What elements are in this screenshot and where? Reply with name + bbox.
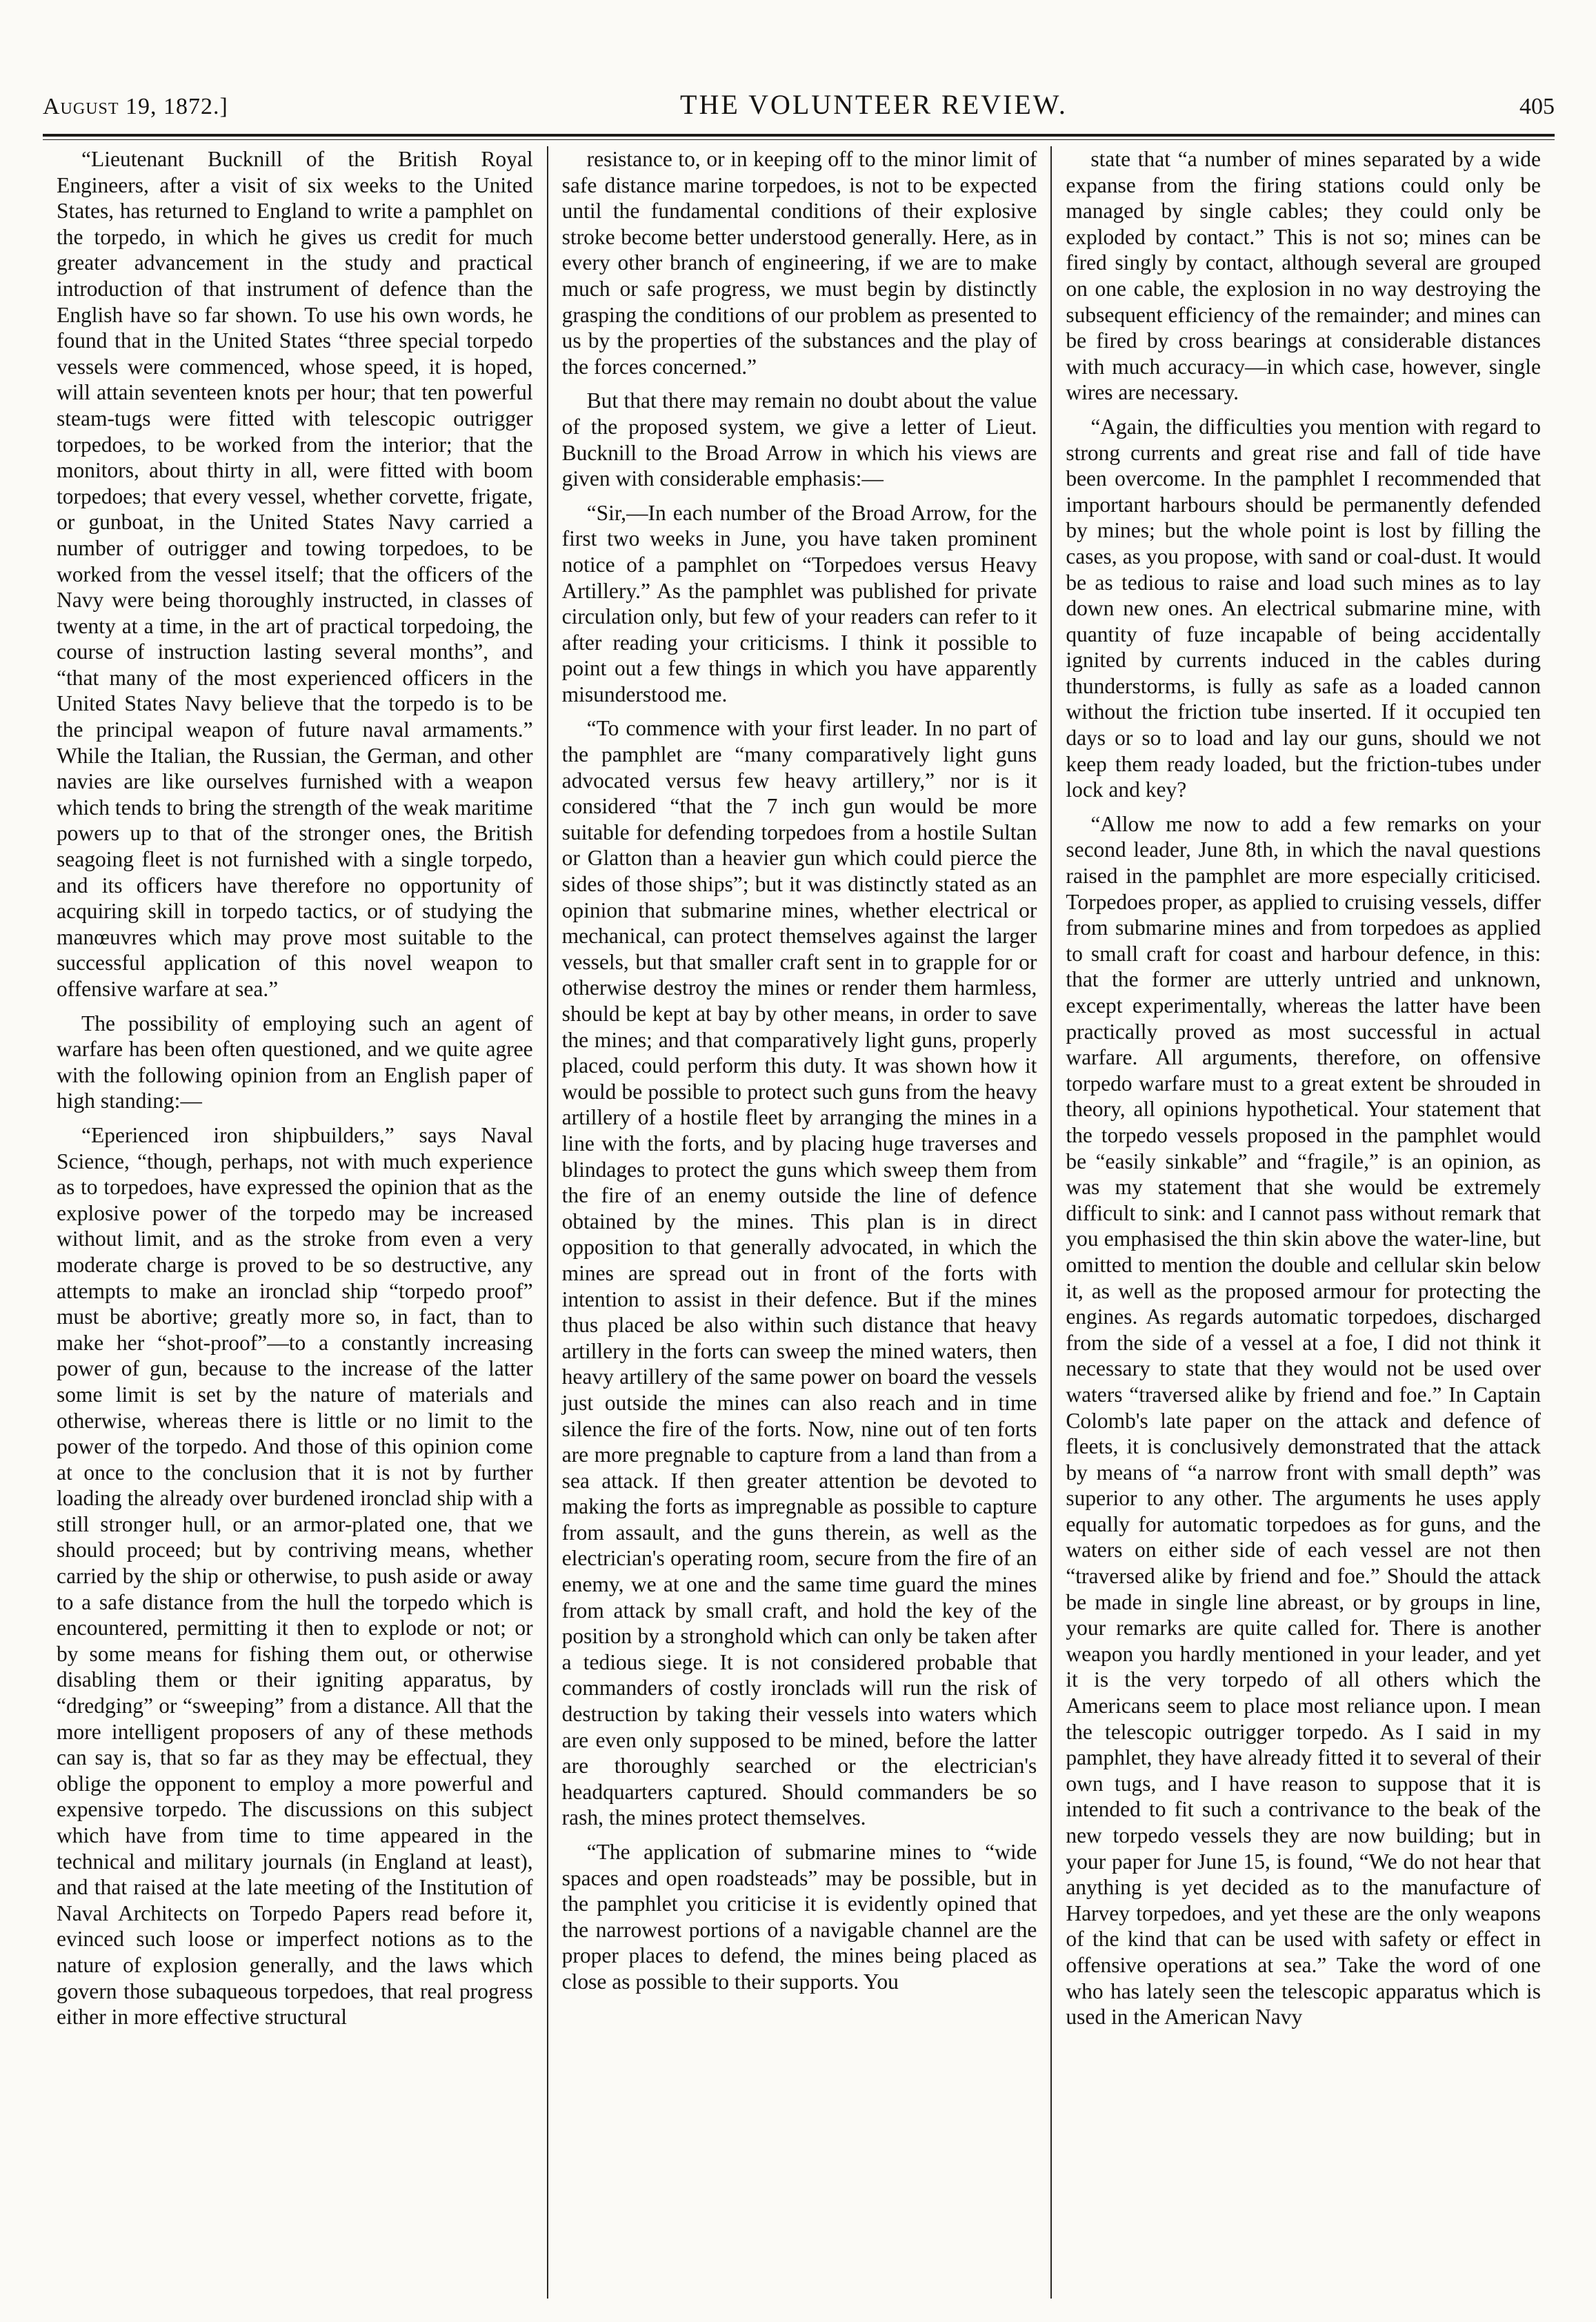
paragraph: state that “a number of mines separated by a wide expanse from the firing stations could only be managed by single cables; they could only be exploded by contact.” This is not so; mines can be fired singly by contact, although several are grouped on one cable, the explosion in no way destroying the subsequent efficiency of the remainder; and mines can be fired by cross bearings at considerable distances with much accuracy—in which case, however, single wires are necessary. <box>1066 147 1541 405</box>
paragraph: resistance to, or in keeping off to the minor limit of safe distance marine torpedoes, is not to be expected until the fundamental conditions of their explosive stroke become better understood generally. Here, as in every other branch of engineering, if we are to make much or safe progress, we must begin by distinctly grasping the conditions of our problem as presented to us by the properties of the substances and the play of the forces concerned.” <box>561 147 1037 379</box>
paragraph: “Again, the difficulties you mention with regard to strong currents and great rise and fall of tide have been overcome. In the pamphlet I recommended that important harbours should be permanently defended by mines; but the whole point is lost by filling the cases, as you propose, with sand or coal-dust. It would be as tedious to raise and load such mines as to lay down new ones. An electrical submarine mine, with quantity of fuze incapable of being accidentally ignited by currents induced in the cables during thunderstorms, is fully as safe as a loaded cannon without the friction tube inserted. If it occupied ten days or so to load and lay our guns, should we not keep them ready loaded, but the friction-tubes under lock and key? <box>1066 414 1541 802</box>
column-1 <box>43 146 547 2299</box>
paragraph: “Eperienced iron shipbuilders,” says Naval Science, “though, perhaps, not with much experience as to torpedoes, have expressed the opinion that as the explosive power of the torpedo may be increased without limit, and as the stroke from even a very moderate charge is proved to be so destructive, any attempts to make an ironclad ship “torpedo proof” must be abortive; greatly more so, in fact, than to make her “shot-proof”—to a constantly increasing power of gun, because to the increase of the latter some limit is set by the nature of materials and otherwise, whereas there is little or no limit to the power of the torpedo. And those of this opinion come at once to the conclusion that it is not by further loading the already over burdened ironclad ship with a still stronger hull, or an armor-plated one, that we should proceed; but by contriving means, whether carried by the ship or otherwise, to push aside or away to a safe distance from the hull the torpedo which is encountered, permitting it then to explode or not; or by some means for fishing them out, or otherwise disabling them or their igniting apparatus, by “dredging” or “sweeping” from a distance. All that the more intelligent proposers of any of these methods can say is, that so far as they may be effectual, they oblige the opponent to employ a more powerful and expensive torpedo. The discussions on this subject which have from time to time appeared in the technical and military journals (in England at least), and that raised at the late meeting of the Institution of Naval Architects on Torpedo Papers read before it, evinced such loose or imperfect notions as to the nature of explosion generally, and the laws which govern those subaqueous torpedoes, that real progress either in more effective structural <box>57 1122 533 2030</box>
page-header <box>43 88 1555 130</box>
issue-date: August 19, 1872.] <box>43 94 228 119</box>
column-3 <box>1050 146 1555 2299</box>
paragraph: “The application of submarine mines to “wide spaces and open roadsteads” may be possible, but in the pamphlet you criticise it is evidently opined that the narrowest portions of a navigable channel are the proper places to defend, the mines being placed as close as possible to their supports. You <box>561 1840 1037 1994</box>
header-rule-thin <box>43 139 1555 140</box>
paragraph: “Lieutenant Bucknill of the British Royal Engineers, after a visit of six weeks to the United States, has returned to England to write a pamphlet on the torpedo, in which he gives us credit for much greater advancement in the study and practical introduction of that instrument of defence than the English have so far shown. To use his own words, he found that in the United States “three special torpedo vessels were commenced, whose speed, it is hoped, will attain seventeen knots per hour; that ten powerful steam-tugs were fitted with telescopic outrigger torpedoes, to be worked from the interior; that the monitors, about thirty in all, were fitted with boom torpedoes; that every vessel, whether corvette, frigate, or gunboat, in the United States Navy carried a number of outrigger and towing torpedoes, to be worked from the vessel itself; that the officers of the Navy were being thoroughly instructed, in classes of twenty at a time, in the art of practical torpedoing, the course of instruction lasting several months”, and “that many of the most experienced officers in the United States Navy believe that the torpedo is to be the principal weapon of future naval armaments.” While the Italian, the Russian, the German, and other navies are like ourselves furnished with a weapon which tends to bring the strength of the weak maritime powers up to that of the stronger ones, the British seagoing fleet is not furnished with a single torpedo, and its officers have therefore no opportunity of acquiring skill in torpedo tactics, or of studying the manœuvres which may prove most suitable to the successful application of this novel weapon to offensive warfare at sea.” <box>57 147 533 1001</box>
text-columns <box>43 146 1555 2299</box>
paragraph: “Allow me now to add a few remarks on your second leader, June 8th, in which the naval questions raised in the pamphlet are more especially criticised. Torpedoes proper, as applied to cruising vessels, differ from submarine mines and from torpedoes as applied to small craft for coast and harbour defence, in this: that the former are utterly untried and unknown, except experimentally, whereas the latter have been practically proved as most successful in actual warfare. All arguments, therefore, on offensive torpedo warfare must to a great extent be shrouded in theory, all opinions hypothetical. Your statement that the torpedo vessels proposed in the pamphlet would be “easily sinkable” and “fragile,” is an opinion, as was my statement that she would be extremely difficult to sink: and I cannot pass without remark that you emphasised the thin skin above the water-line, but omitted to mention the double and cellular skin below it, as well as the proposed armour for protecting the engines. As regards automatic torpedoes, discharged from the side of a vessel at a foe, I did not think it necessary to state that they would not be used over waters “traversed alike by friend and foe.” In Captain Colomb's late paper on the attack and defence of fleets, it is conclusively demonstrated that the attack by means of “a narrow front with small depth” was superior to any other. The arguments he uses apply equally for automatic torpedoes as for guns, and the waters on either side of each vessel are not then “traversed alike by friend and foe.” Should the attack be made in single line abreast, or by groups in line, your remarks are quite called for. There is another weapon you hardly mentioned in your leader, and yet it is the very torpedo of all others which the Americans seem to place most reliance upon. I mean the telescopic outrigger torpedo. As I said in my pamphlet, they have already fitted it to several of their own tugs, and I have reason to suppose that it is intended to fit such a contrivance to the beak of the new torpedo vessels they are now building; but in your paper for June 15, is found, “We do not hear that anything is yet decided as to the manufacture of Harvey torpedoes, and yet these are the only weapons of the kind that can be used with safety or effect in offensive operations at sea.” Take the word of one who has lately seen the telescopic apparatus which is used in the American Navy <box>1066 811 1541 2030</box>
paragraph: “To commence with your first leader. In no part of the pamphlet are “many comparatively light guns advocated versus few heavy artillery,” nor is it considered “that the 7 inch gun would be more suitable for defending torpedoes from a hostile Sultan or Glatton than a heavier gun which could pierce the sides of those ships”; but it was distinctly stated as an opinion that submarine mines, whether electrical or mechanical, can protect themselves against the larger vessels, but that smaller craft sent in to grapple for or otherwise destroy the mines or render them harmless, should be kept at bay by other means, in order to save the mines; and that comparatively light guns, properly placed, could perform this duty. It was shown how it would be possible to protect such guns from the heavy artillery of a hostile fleet by arranging the mines in a line with the forts, and by placing huge traverses and blindages to protect the guns which sweep them from the fire of an enemy outside the line of defence obtained by the mines. This plan is in direct opposition to that generally advocated, in which the mines are spread out in front of the forts with intention to assist in their defence. But if the mines thus placed be also within such distance that heavy artillery in the forts can sweep the mined waters, then heavy artillery of the same power on board the vessels just outside the mines can also reach and in time silence the fire of the forts. Now, nine out of ten forts are more pregnable to capture from a land than from a sea attack. If then greater attention be devoted to making the forts as impregnable as possible to capture from assault, and the guns therein, as well as the electrician's operating room, secure from the fire of an enemy, we at one and the same time guard the mines from attack by small craft, and hold the key of the position by a stronghold which can only be taken after a tedious siege. It is not considered probable that commanders of costly ironclads will run the risk of destruction by taking their vessels into waters which are even only supposed to be mined, before the latter are thoroughly searched or the electrician's headquarters captured. Should commanders be so rash, the mines protect themselves. <box>561 716 1037 1830</box>
column-2 <box>547 146 1051 2299</box>
publication-title: THE VOLUNTEER REVIEW. <box>680 89 1068 120</box>
page-number: 405 <box>1519 94 1555 119</box>
paragraph: The possibility of employing such an agent of warfare has been often questioned, and we quite agree with the following opinion from an English paper of high standing:— <box>57 1011 533 1113</box>
header-rule <box>43 134 1555 137</box>
paragraph: “Sir,—In each number of the Broad Arrow, for the first two weeks in June, you have taken prominent notice of a pamphlet on “Torpedoes versus Heavy Artillery.” As the pamphlet was published for private circulation only, but few of your readers can refer to it after reading your criticisms. I think it possible to point out a few things in which you have apparently misunderstood me. <box>561 500 1037 706</box>
paragraph: But that there may remain no doubt about the value of the proposed system, we give a letter of Lieut. Bucknill to the Broad Arrow in which his views are given with considerable emphasis:— <box>561 388 1037 491</box>
